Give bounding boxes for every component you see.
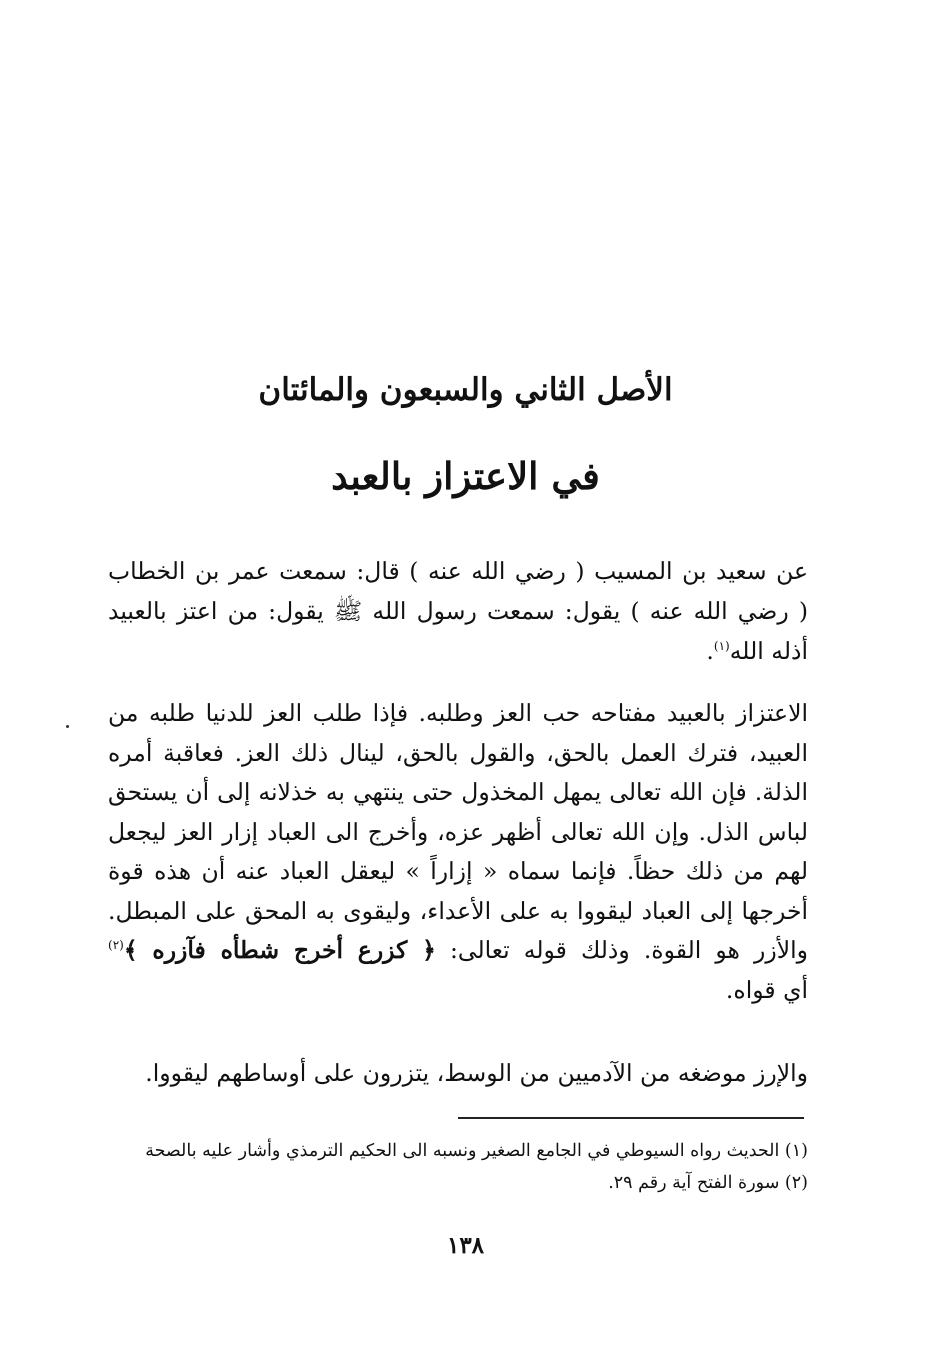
footnote-1: (١) الحديث رواه السيوطي في الجامع الصغير ونسبه الى الحكيم الترمذي وأشار عليه بالصحة (145, 1141, 808, 1161)
paragraph-line: أي قواه. (725, 975, 808, 1004)
paragraph-closing (108, 1053, 808, 1093)
chapter-heading: الأصل الثاني والسبعون والمائتان (258, 372, 673, 408)
footnotes (108, 1135, 808, 1199)
paragraph-line: أخرجها إلى العباد ليقووا به على الأعداء، وليقوى به المحق على المبطل. (108, 896, 808, 925)
paragraph-line: العبيد، فترك العمل بالحق، والقول بالحق، لينال ذلك العز. فعاقبة أمره (108, 738, 808, 767)
paragraph-line: لباس الذل. وإن الله تعالى أظهر عزه، وأخرج الى العباد إزار العز ليجعل (108, 817, 808, 846)
paragraph-line: ( رضي الله عنه ) يقول: سمعت رسول الله ﷺ يقول: من اعتز بالعبيد (108, 597, 808, 625)
line-end-punct: . (706, 637, 714, 665)
paragraph-line: الاعتزاز بالعبيد مفتاحه حب العز وطلبه. فإذا طلب العز للدنيا طلبه من (108, 699, 808, 727)
footnote-2: (٢) سورة الفتح آية رقم ٢٩. (608, 1173, 808, 1193)
paragraph-line: والإرز موضغه من الآدميين من الوسط، يتزرون على أوساطهم ليقووا. (145, 1059, 808, 1087)
footnote-marker-1: (١) (713, 639, 730, 654)
paragraph-hadith (108, 551, 808, 671)
footnote-divider (458, 1117, 804, 1119)
paragraph-commentary (108, 694, 808, 1010)
paragraph-line: لهم من ذلك حظاً. فإنما سماه « إزاراً » ليعقل العباد عنه أن هذه قوة (108, 857, 808, 885)
paragraph-line (108, 631, 808, 671)
page-number: ١٣٨ (446, 1232, 485, 1259)
line-prefix: والأزر هو القوة. وذلك قوله تعالى: (435, 936, 808, 964)
paragraph-line (108, 931, 808, 971)
scan-speck (66, 725, 69, 728)
paragraph-line: عن سعيد بن المسيب ( رضي الله عنه ) قال: سمعت عمر بن الخطاب (108, 557, 808, 585)
paragraph-line-text: أذله الله (729, 637, 808, 665)
section-title: في الاعتزاز بالعبد (331, 454, 600, 498)
quran-verse: ﴿ كزرع أخرج شطأه فآزره ﴾ (123, 936, 436, 964)
footnote-marker-2: (٢) (108, 938, 124, 953)
paragraph-line: الذلة. فإن الله تعالى يمهل المخذول حتى ينتهي به خذلانه إلى أن يستحق (108, 778, 808, 806)
